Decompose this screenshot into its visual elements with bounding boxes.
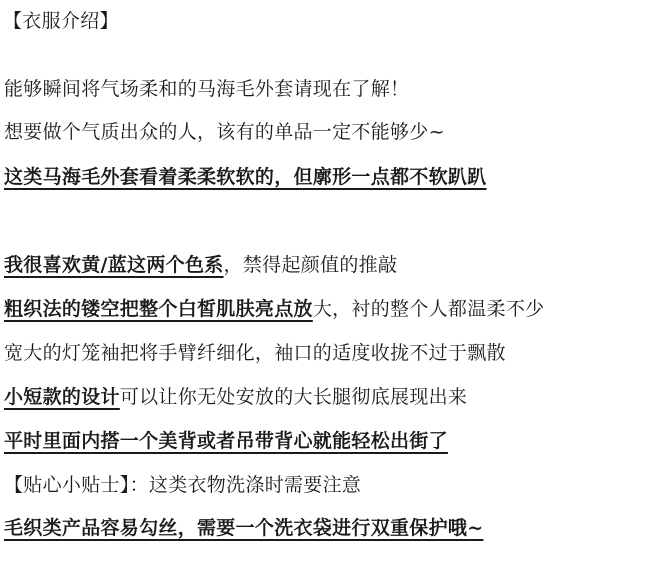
intro-text: 想要做个气质出众的人，该有的单品一定不能够少~ [4, 121, 445, 143]
highlight-text: 粗织法的镂空把整个白皙肌肤亮点放 [4, 298, 313, 320]
highlight-text: 这类马海毛外套看着柔柔软软的，但廓形一点都不软趴趴 [4, 166, 487, 188]
sleeve-line [4, 340, 506, 366]
highlight-text: 平时里面内搭一个美背或者吊带背心就能轻松出街了 [4, 430, 448, 452]
intro-line [4, 119, 445, 145]
knit-line [4, 296, 544, 322]
intro-text: 能够瞬间将气场柔和的马海毛外套请现在了解！ [4, 78, 410, 100]
intro-line [4, 76, 409, 102]
highlight-text: 毛织类产品容易勾丝，需要一个洗衣袋进行双重保护哦~ [4, 517, 484, 539]
styling-line [4, 428, 448, 454]
length-line [4, 384, 467, 410]
plain-text: 宽大的灯笼袖把将手臂纤细化，袖口的适度收拢不过于飘散 [4, 342, 506, 364]
tips-heading [4, 472, 361, 498]
color-line [4, 252, 397, 278]
highlight-text: 小短款的设计 [4, 386, 120, 408]
plain-text: 可以让你无处安放的大长腿彻底展现出来 [119, 386, 468, 408]
plain-text: 大，衬的整个人都温柔不少 [312, 298, 545, 320]
highlight-text: 我很喜欢黄/蓝这两个色系 [4, 254, 224, 276]
section-heading [3, 8, 119, 34]
plain-text: ，禁得起颜值的推敲 [223, 254, 398, 276]
plain-text: 【贴心小贴士】：这类衣物洗涤时需要注意 [4, 474, 362, 496]
heading-text: 【衣服介绍】 [3, 10, 119, 32]
highlight-line [4, 164, 487, 190]
care-line [4, 515, 483, 541]
